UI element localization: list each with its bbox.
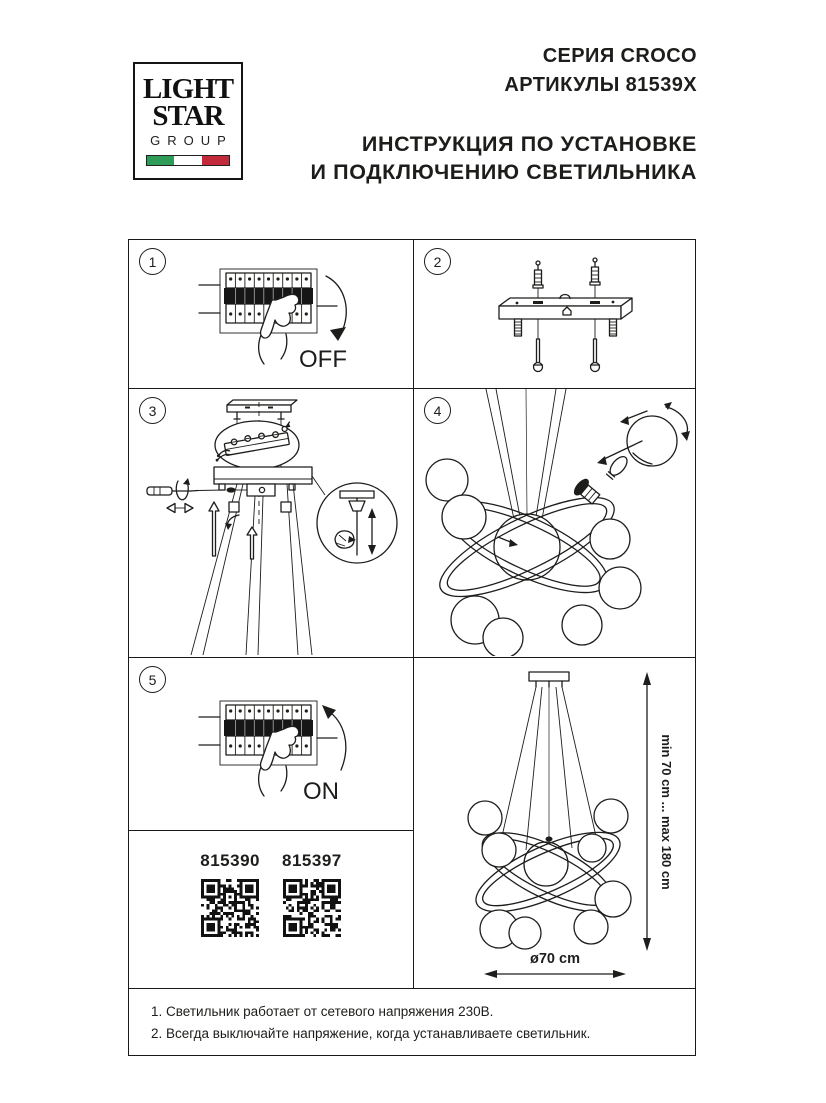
logo-light: LIGHT	[142, 73, 234, 105]
breaker-on-diagram	[129, 658, 412, 829]
center-globe	[524, 842, 568, 886]
bulb-icon	[605, 454, 630, 481]
dowel-anchors	[533, 258, 600, 304]
step2-panel	[414, 240, 695, 389]
logo-group: GROUP	[150, 133, 233, 148]
article-number: 815390	[200, 851, 260, 870]
chandelier-dimensions-diagram	[414, 658, 695, 987]
flag-white	[174, 156, 201, 165]
switch-down-arrow-icon	[326, 276, 346, 341]
mounting-bracket-diagram	[414, 240, 695, 387]
step4-number-badge: 4	[424, 397, 451, 424]
center-globe	[494, 514, 560, 580]
step1-panel	[129, 240, 414, 389]
flag-green	[147, 156, 174, 165]
series-title: СЕРИЯ CROCO	[542, 45, 697, 67]
height-range-label: min 70 cm ... max 180 cm	[659, 734, 674, 890]
detached-globe	[627, 416, 677, 466]
step1-number-badge: 1	[139, 248, 166, 275]
on-label: ON	[303, 778, 339, 805]
instruction-title-line1: ИНСТРУКЦИЯ ПО УСТАНОВКЕ	[361, 132, 697, 156]
product-article-815390	[200, 851, 260, 942]
step5-number-badge: 5	[139, 666, 166, 693]
suspension-cables	[498, 687, 600, 854]
step5-panel	[129, 658, 414, 831]
step3-number-badge: 3	[139, 397, 166, 424]
notes-panel	[129, 989, 695, 1055]
height-dimension	[643, 672, 674, 951]
articles-panel	[129, 831, 414, 989]
breaker-off-diagram	[129, 240, 412, 387]
step2-number-badge: 2	[424, 248, 451, 275]
diameter-label: ø70 cm	[530, 951, 580, 967]
canopy-wiring-diagram	[129, 389, 412, 656]
qr-code	[283, 879, 341, 937]
lightstar-logo	[133, 62, 243, 180]
suspension-lines	[486, 389, 566, 519]
header-text	[311, 42, 697, 186]
ceiling-plate	[529, 672, 569, 687]
note-line-1: 1. Светильник работает от сетевого напряжения 230В.	[151, 1004, 494, 1019]
cable-lock-zoom-bubble	[317, 483, 397, 563]
mounting-bar	[499, 295, 632, 320]
dimensions-panel	[414, 658, 695, 989]
step4-panel	[414, 389, 695, 658]
logo-star: STAR	[152, 100, 224, 132]
ceiling-plate	[227, 400, 297, 419]
note-line-2: 2. Всегда выключайте напряжение, когда устанавливаете светильник.	[151, 1026, 591, 1041]
instruction-steps-table	[128, 239, 696, 1056]
instruction-title-line2: И ПОДКЛЮЧЕНИЮ СВЕТИЛЬНИКА	[310, 160, 697, 184]
step3-panel	[129, 389, 414, 658]
instruction-title	[311, 130, 697, 186]
flag-red	[202, 156, 229, 165]
mounting-screws	[534, 319, 600, 372]
threaded-studs	[515, 319, 617, 336]
article-number: 815397	[282, 851, 342, 870]
diameter-dimension	[484, 951, 626, 978]
chandelier-assembly-diagram	[414, 389, 695, 656]
italian-flag-bar	[146, 155, 230, 166]
off-label: OFF	[299, 346, 347, 373]
product-article-815397	[282, 851, 342, 942]
terminal-block-zoom-bubble	[211, 421, 299, 469]
qr-code	[201, 879, 259, 937]
articles-title: АРТИКУЛЫ 81539X	[504, 74, 697, 96]
